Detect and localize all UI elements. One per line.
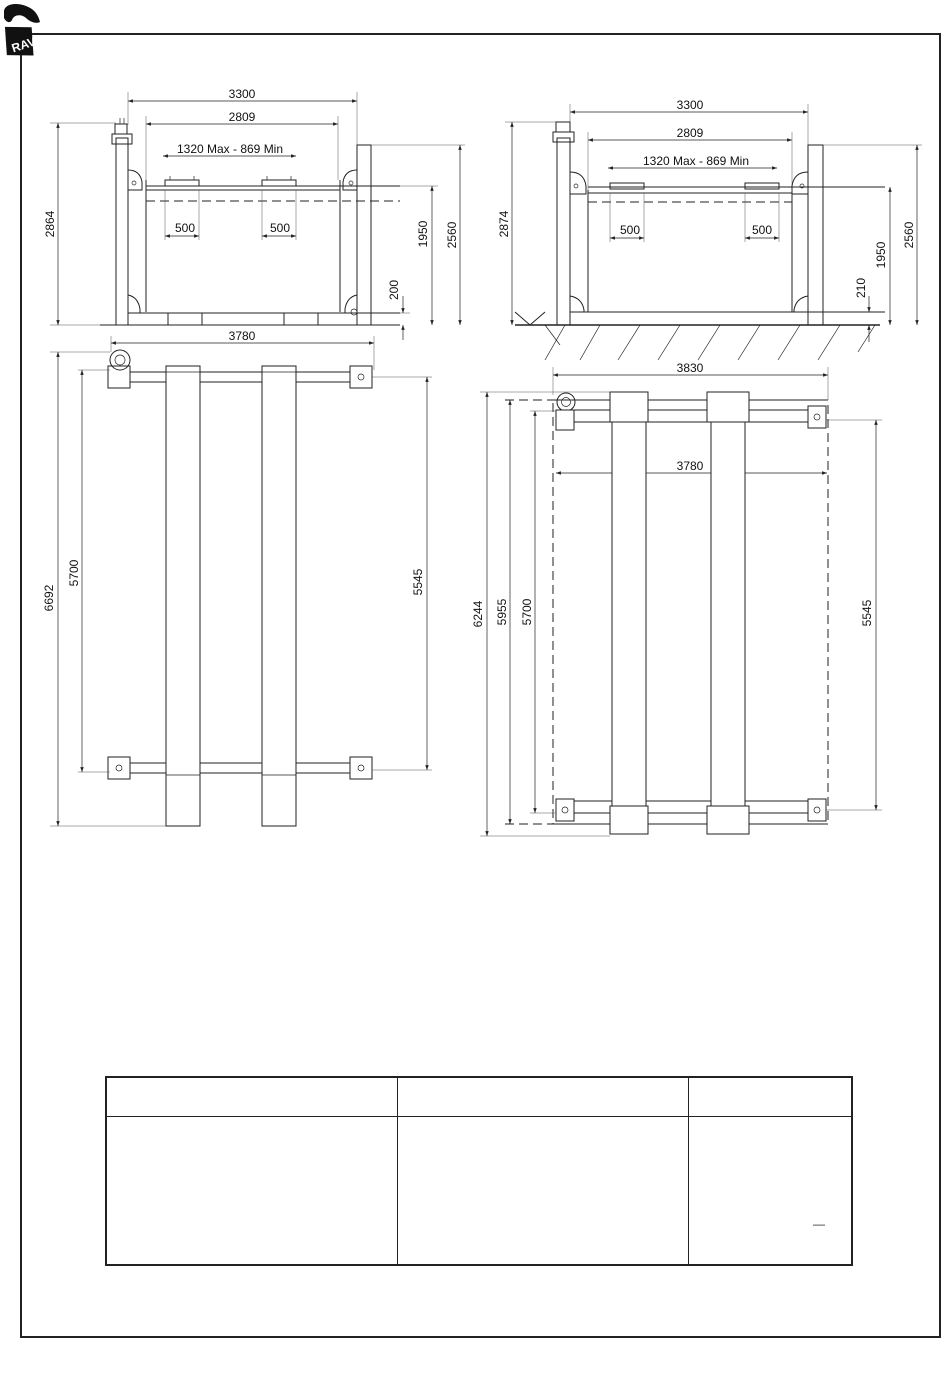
dim-total-height: 2874: [497, 210, 511, 238]
rav-logo-icon: [1, 4, 40, 61]
dim-width: 3780: [228, 329, 256, 343]
dim-column-height: 2560: [902, 221, 916, 249]
front-elevation-right: [497, 98, 922, 360]
dim-runway-length: 5545: [411, 568, 425, 596]
dim-overall-length: 6244: [471, 600, 485, 628]
plan-view-right: [471, 361, 882, 836]
dim-arm-range: 1320 Max - 869 Min: [176, 142, 284, 156]
table-cell: [689, 1117, 853, 1266]
dim-inner-width: 2809: [228, 110, 256, 124]
table-note-mark: —: [813, 1217, 825, 1231]
dim-min-height: 210: [854, 277, 868, 299]
dim-lift-height: 1950: [874, 241, 888, 269]
dim-arm-range: 1320 Max - 869 Min: [642, 154, 750, 168]
table-cell: [106, 1077, 398, 1117]
dim-total-height: 2864: [43, 210, 57, 238]
logo-text: RAV: [9, 34, 38, 56]
dim-inner-width: 2809: [676, 126, 704, 140]
dim-overall-width: 3300: [676, 98, 704, 112]
dim-overall-width: 3830: [676, 361, 704, 375]
dim-pad-left: 500: [174, 221, 196, 235]
column-base-icon: [556, 393, 826, 821]
table-cell: [106, 1117, 398, 1266]
dim-runway-length: 5545: [860, 599, 874, 627]
table-cell: [398, 1117, 689, 1266]
column-base-icon: [108, 350, 372, 779]
dim-overall-length: 6692: [42, 584, 56, 612]
dim-inner-width: 3780: [676, 459, 704, 473]
dim-column-height: 2560: [445, 221, 459, 249]
dim-min-height: 200: [387, 279, 401, 301]
dim-pad-right: 500: [751, 223, 773, 237]
table-cell: [398, 1077, 689, 1117]
dim-column-spacing: 5700: [520, 598, 534, 626]
dim-overall-width: 3300: [228, 87, 256, 101]
plan-view-left: [42, 329, 432, 826]
table-cell: [689, 1077, 853, 1117]
front-elevation-left: [43, 87, 465, 340]
dim-length-2: 5955: [495, 598, 509, 626]
dim-pad-left: 500: [619, 223, 641, 237]
table-row: [106, 1117, 852, 1266]
dim-column-spacing: 5700: [67, 559, 81, 587]
spec-table: [105, 1076, 853, 1266]
dim-pad-right: 500: [269, 221, 291, 235]
table-header-row: [106, 1077, 852, 1117]
dim-lift-height: 1950: [416, 220, 430, 248]
